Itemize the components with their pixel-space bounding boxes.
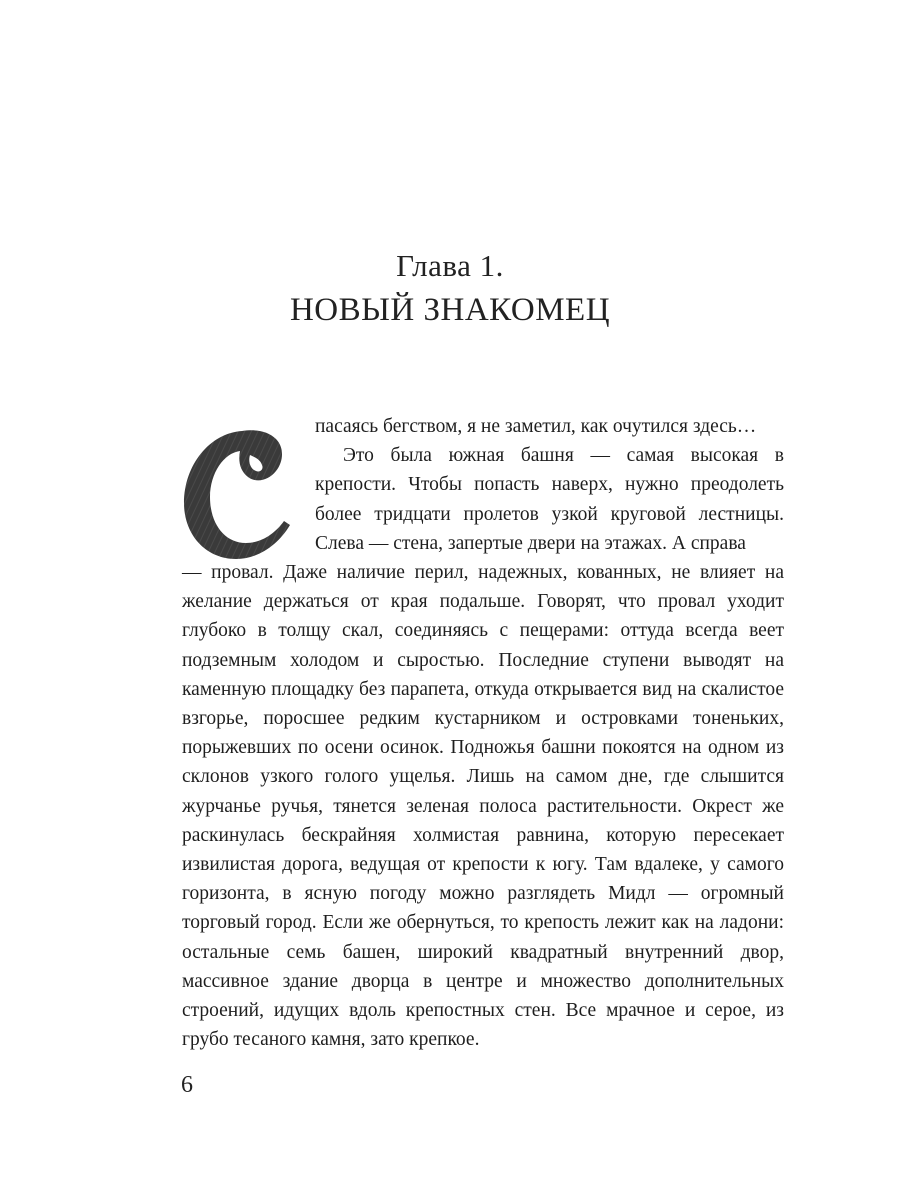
paragraph-remainder: — провал. Даже наличие перил, надежных, кованных, не влияет на желание держаться от края подальше. Говорят, что провал уходит глубоко в толщу скал, соединяясь с пещерами: оттуда всегда веет подземным холодом и сыростью. Последние ступени выводят на каменную площадку без парапета, откуда открывается вид на скалистое взгорье, поросшее редким кустарником и островками тоненьких, порыжевших по осени осинок. Подножья башни покоятся на одном из склонов узкого голого ущелья. Лишь на самом дне, где слышится журчанье ручья, тянется зеленая полоса растительности. Окрест же раскинулась бескрайняя холмистая равнина, которую пересекает извилистая дорога, ведущая от крепости к югу. Там вдалеке, у самого горизонта, в ясную погоду можно разглядеть Мидл — огромный торговый город. Если же обернуться, то крепость лежит как на ладони: остальные семь башен, широкий квадратный внутренний двор, массивное здание дворца в центре и множество дополнительных строений, идущих вдоль крепостных стен. Все мрачное и серое, из грубо тесаного камня, зато крепкое. bbox=[182, 562, 784, 1051]
chapter-title: НОВЫЙ ЗНАКОМЕЦ bbox=[289, 292, 611, 328]
chapter-label: Глава 1. bbox=[396, 248, 504, 283]
body-text bbox=[182, 412, 784, 1054]
page-number: 6 bbox=[181, 1072, 193, 1098]
wrapped-paragraph bbox=[315, 441, 784, 558]
wrapped-text: Это была южная башня — самая высокая в крепости. Чтобы попасть наверх, нужно преодолеть более тридцати пролетов узкой круговой лестницы. Слева — стена, запертые двери на этажах. А справа bbox=[315, 445, 784, 554]
first-line: пасаясь бегством, я не заметил, как очутился здесь… bbox=[315, 416, 757, 437]
